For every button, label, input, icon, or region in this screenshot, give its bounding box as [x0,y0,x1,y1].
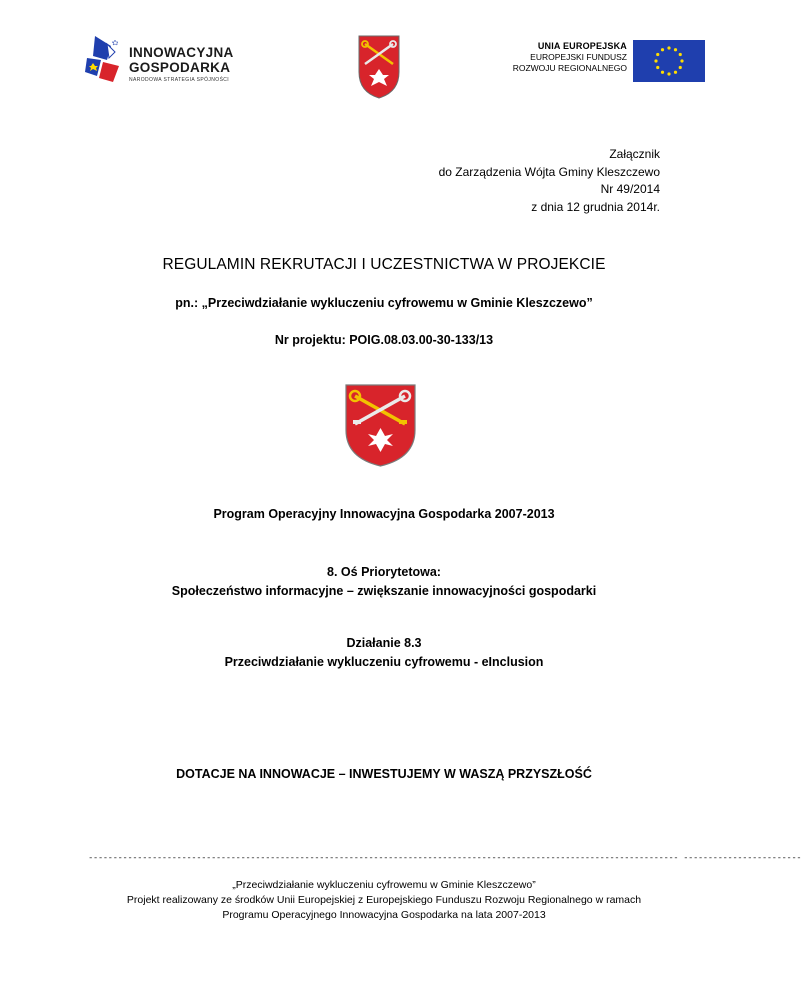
logo-line-3: NARODOWA STRATEGIA SPÓJNOŚCI [129,77,230,83]
document-subtitle: pn.: „Przeciwdziałanie wykluczeniu cyfrowemu w Gminie Kleszczewo” [175,296,593,310]
priority-axis-title: 8. Oś Priorytetowa: [327,565,441,579]
eu-star-icon [654,59,657,62]
priority-axis-name: Społeczeństwo informacyjne – zwiększanie innowacyjności gospodarki [171,584,597,598]
eu-star-icon [656,66,659,69]
document-title: REGULAMIN REKRUTACJI I UCZESTNICTWA W PROJEKCIE [162,256,606,273]
innowacyjna-gospodarka-logo-icon [85,36,125,84]
eu-logo-line-3: ROZWOJU REGIONALNEGO [512,63,627,73]
annex-line-1: Załącznik [609,147,660,161]
eu-flag-icon [633,40,705,82]
eu-logo-text [497,40,627,74]
project-number: Nr projektu: POIG.08.03.00-30-133/13 [274,333,494,347]
eu-logo-line-2: EUROPEJSKI FUNDUSZ [530,52,627,62]
action-title: Działanie 8.3 [346,636,422,650]
annex-block [439,146,660,216]
annex-line-2: do Zarządzenia Wójta Gminy Kleszczewo [438,164,660,179]
gmina-crest-large-icon [343,382,418,468]
eu-logo-line-1: UNIA EUROPEJSKA [537,41,627,51]
annex-line-3: Nr 49/2014 [600,182,660,196]
eu-star-icon [667,72,670,75]
footer-line-1: „Przeciwdziałanie wykluczeniu cyfrowemu w Gminie Kleszczewo” [232,879,536,891]
eu-star-icon [661,48,664,51]
action-name: Przeciwdziałanie wykluczeniu cyfrowemu - eInclusion [224,655,544,669]
innowacyjna-gospodarka-logo [85,36,255,84]
slogan: DOTACJE NA INNOWACJE – INWESTUJEMY W WASZĄ PRZYSZŁOŚĆ [176,767,592,781]
footer-line-3: Programu Operacyjnego Innowacyjna Gospodarka na lata 2007-2013 [222,909,546,921]
footer-divider: ------------------------------------------------------------------------------------------------------------------------ ------------------------ [88,853,801,863]
gmina-crest-icon [357,34,401,100]
eu-star-icon [674,48,677,51]
eu-star-icon [667,46,670,49]
program-name: Program Operacyjny Innowacyjna Gospodarka 2007-2013 [213,507,555,521]
eu-star-icon [656,53,659,56]
logo-line-1: INNOWACYJNA [129,45,234,60]
eu-star-icon [679,66,682,69]
annex-line-4: z dnia 12 grudnia 2014r. [531,199,660,214]
eu-star-icon [679,53,682,56]
eu-star-icon [661,71,664,74]
eu-star-icon [674,71,677,74]
footer-line-2: Projekt realizowany ze środków Unii Europejskiej z Europejskiego Funduszu Rozwoju Regionalnego w ramach [126,894,642,906]
logo-line-2: GOSPODARKA [129,60,231,75]
eu-star-icon [680,59,683,62]
